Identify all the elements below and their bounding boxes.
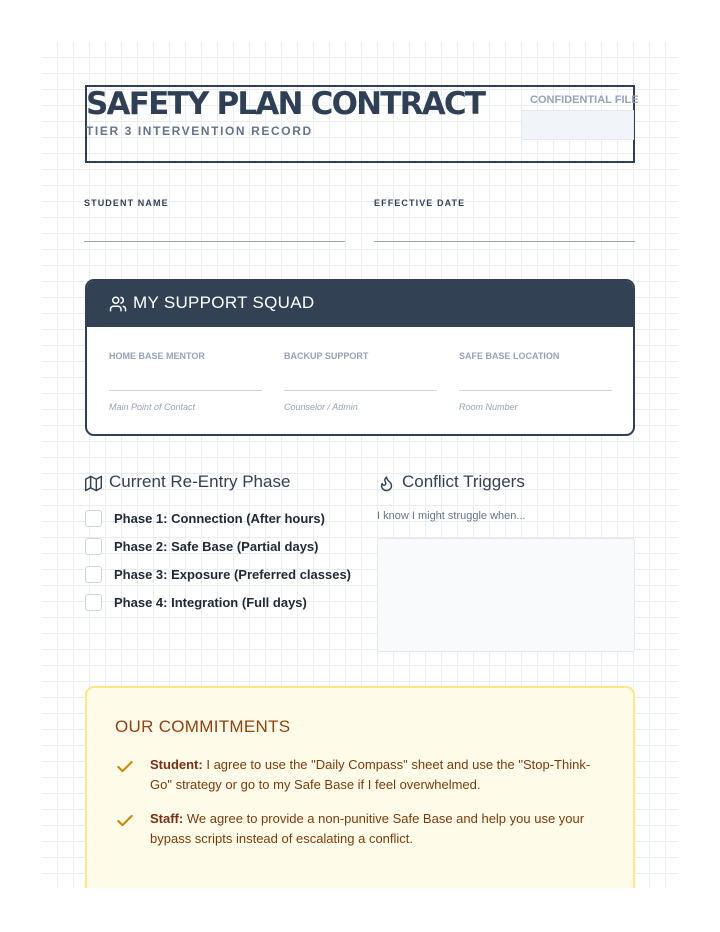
confidential-file-field[interactable] (521, 110, 634, 140)
phase-item[interactable] (85, 594, 307, 611)
backup-support-label: BACKUP SUPPORT (284, 351, 369, 361)
triggers-prompt: I know I might struggle when... (377, 510, 526, 522)
phase-4-checkbox[interactable] (85, 594, 102, 611)
check-icon (115, 757, 135, 782)
support-squad-card (85, 279, 635, 436)
effective-date-label: EFFECTIVE DATE (374, 198, 466, 208)
phase-item[interactable] (85, 566, 351, 583)
student-name-field[interactable] (84, 241, 345, 242)
safe-base-location-hint: Room Number (459, 402, 518, 412)
flame-icon (378, 475, 395, 497)
support-squad-header (87, 281, 633, 327)
home-base-mentor-hint: Main Point of Contact (109, 402, 196, 412)
phase-1-checkbox[interactable] (85, 510, 102, 527)
staff-commitment (150, 809, 600, 849)
student-commitment-text: I agree to use the "Daily Compass" sheet and use the "Stop-Think-Go" strategy or go to my Safe Base if I feel overwhelmed. (150, 757, 591, 792)
backup-support-hint: Counselor / Admin (284, 402, 358, 412)
phase-3-label: Phase 3: Exposure (Preferred classes) (114, 567, 352, 582)
student-commitment (150, 755, 600, 795)
home-base-mentor-field[interactable] (109, 390, 262, 391)
page-subtitle: TIER 3 INTERVENTION RECORD (86, 124, 313, 138)
phase-2-label: Phase 2: Safe Base (Partial days) (114, 539, 319, 554)
support-squad-title: MY SUPPORT SQUAD (133, 293, 315, 312)
phase-3-checkbox[interactable] (85, 566, 102, 583)
safe-base-location-label: SAFE BASE LOCATION (459, 351, 560, 361)
home-base-mentor-label: HOME BASE MENTOR (109, 351, 205, 361)
staff-commitment-text: We agree to provide a non-punitive Safe Base and help you use your bypass scripts instead of escalating a conflict. (150, 811, 585, 846)
confidential-label: CONFIDENTIAL FILE (530, 94, 639, 106)
safe-base-location-field[interactable] (459, 390, 612, 391)
users-icon (109, 295, 127, 318)
contract-sheet (42, 42, 678, 888)
backup-support-field[interactable] (284, 390, 437, 391)
check-icon (115, 811, 135, 836)
phase-item[interactable] (85, 538, 319, 555)
staff-commitment-who: Staff: (150, 811, 184, 826)
phase-1-label: Phase 1: Connection (After hours) (114, 511, 325, 526)
phase-2-checkbox[interactable] (85, 538, 102, 555)
phase-item[interactable] (85, 510, 325, 527)
page-title: SAFETY PLAN CONTRACT (86, 86, 485, 122)
phase-4-label: Phase 4: Integration (Full days) (114, 595, 307, 610)
student-name-label: STUDENT NAME (84, 198, 169, 208)
reentry-phase-title: Current Re-Entry Phase (109, 472, 291, 491)
student-commitment-who: Student: (150, 757, 203, 772)
map-icon (85, 475, 102, 497)
effective-date-field[interactable] (374, 241, 635, 242)
triggers-textarea[interactable] (377, 538, 635, 652)
conflict-triggers-title: Conflict Triggers (402, 472, 525, 491)
commitments-title: OUR COMMITMENTS (115, 717, 291, 736)
